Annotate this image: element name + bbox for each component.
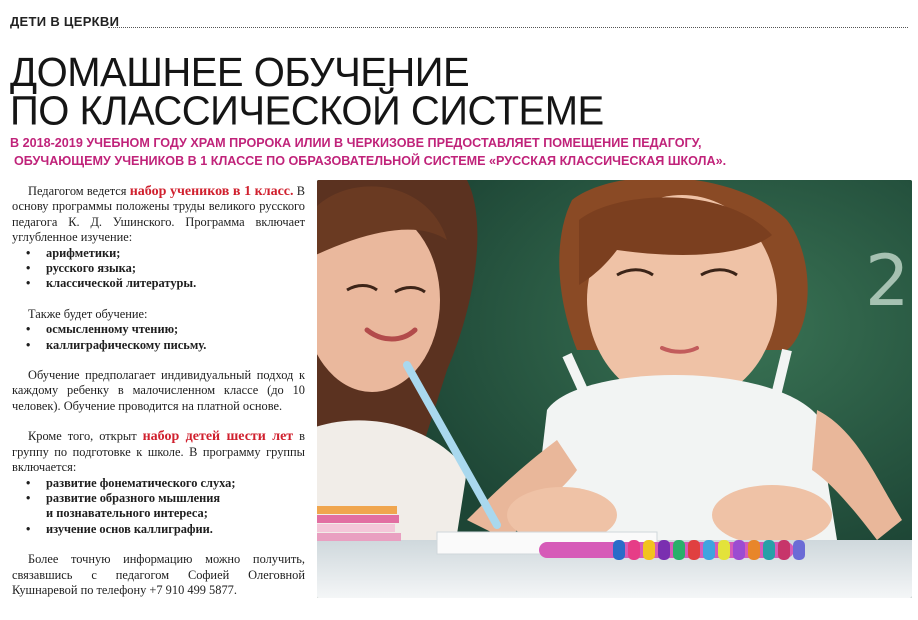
paragraph-text: Кроме того, открыт [28,429,143,444]
paragraph-approach: Обучение предполагает индивидуальный подход к каждому ребенку в малочисленном классе (до 10 человек). Обучение проводится на платной основе. [12,368,305,413]
list-item: • развитие фонематического слуха; [12,476,305,491]
article-photo [317,180,912,598]
marker-cap [763,540,775,560]
list-item: • осмысленному чтению; [12,322,305,337]
marker-cap [688,540,700,560]
marker-cap [628,540,640,560]
marker-cap [778,540,790,560]
list-item: • арифметики; [12,246,305,261]
chalk-digit: 2 [865,240,910,322]
marker-cap [643,540,655,560]
subject-list [12,246,305,292]
headline-line-2: ПО КЛАССИЧЕСКОЙ СИСТЕМЕ [10,88,604,134]
paragraph-program [12,184,305,246]
paragraph-contact: Более точную информацию можно получить, связавшись с педагогом Софией Олеговной Кушнаревой по телефону +7 910 499 5877. [12,552,305,597]
marker-cap [748,540,760,560]
skills-list [12,322,305,353]
preschool-list [12,476,305,538]
list-item: • изучение основ каллиграфии. [12,522,305,537]
marker-cap [673,540,685,560]
article-body [12,184,305,598]
marker-cap [613,540,625,560]
marker-cap [733,540,745,560]
section-divider [108,27,908,28]
marker-cap [793,540,805,560]
headline-line-1: ДОМАШНЕЕ ОБУЧЕНИЕ [10,50,470,96]
lead-line-2: ОБУЧАЮЩЕМУ УЧЕНИКОВ В 1 КЛАССЕ ПО ОБРАЗОВАТЕЛЬНОЙ СИСТЕМЕ «РУССКАЯ КЛАССИЧЕСКАЯ ШКОЛА». [14,154,727,168]
list-item: • каллиграфическому письму. [12,338,305,353]
paragraph-also: Также будет обучение: [28,306,148,321]
highlight-enrollment: набор учеников в 1 класс. [129,184,294,199]
list-item-continuation: и познавательного интереса; [46,506,208,521]
list-item: • русского языка; [12,261,305,276]
marker-cap [718,540,730,560]
article-lead [10,134,910,170]
paragraph-text: В основу программы положены труды великого русского педагога К. Д. Ушинского. Программа включает углубленное изучение: [12,184,305,245]
lead-line-1: В 2018-2019 УЧЕБНОМ ГОДУ ХРАМ ПРОРОКА ИЛИИ В ЧЕРКИЗОВЕ ПРЕДОСТАВЛЯЕТ ПОМЕЩЕНИЕ ПЕДАГОГУ, [10,136,702,150]
list-item: • развитие образного мышления [12,491,305,506]
highlight-preschool: набор детей шести лет [142,429,294,445]
photo-illustration [317,180,912,598]
paragraph-preschool [12,429,305,475]
paragraph-text: в группу по подготовке к школе. В программу группы включается: [12,429,305,475]
marker-cap [658,540,670,560]
paragraph-text: Педагогом ведется [28,184,130,198]
marker-cap [703,540,715,560]
list-item: • классической литературы. [12,276,305,291]
article-headline [10,50,604,134]
section-label: ДЕТИ В ЦЕРКВИ [10,14,120,29]
